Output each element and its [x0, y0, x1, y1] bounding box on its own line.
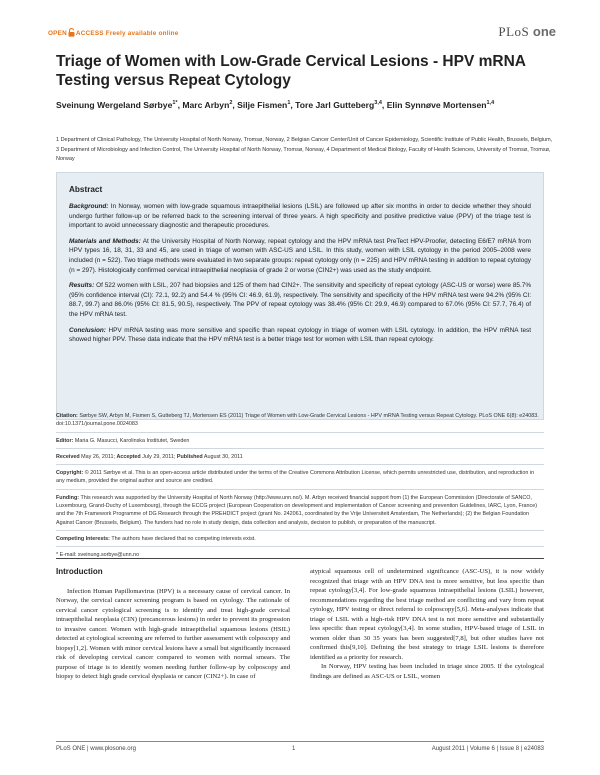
author-4: , Tore Jarl Gutteberg: [290, 99, 375, 110]
footer-divider: [56, 741, 544, 742]
abstract-methods: [69, 237, 531, 275]
citation-text[interactable]: Sørbye SW, Arbyn M, Fismen S, Gutteberg TJ, Mortensen ES (2011) Triage of Women with Low-Grade Cervical Lesions - HPV mRNA Testing versus Repeat Cytology. PLoS ONE 6(8): e24083. doi:10.1371/journal.pone.0024083: [56, 413, 539, 428]
author-1-affil: 1*: [172, 100, 178, 106]
body-column-left: [56, 567, 290, 682]
copyright-label: Copyright:: [56, 470, 84, 477]
dates-block: [56, 449, 544, 465]
abstract-conclusion: [69, 326, 531, 345]
author-1: Sveinung Wergeland Sørbye: [56, 99, 173, 110]
editor-block: [56, 433, 544, 449]
author-2-affil: 2: [229, 100, 233, 106]
logo-plos: PLoS: [498, 24, 530, 39]
author-5-affil: 1,4: [486, 100, 495, 106]
intro-divider: [56, 558, 544, 559]
abstract-background: [69, 202, 531, 231]
funding-block: [56, 490, 544, 531]
article-metadata: [56, 408, 544, 563]
author-3: , Silje Fismen: [232, 99, 288, 110]
intro-paragraph-1-cont: atypical squamous cell of undetermined significance (ASC-US), it is now widely recognized that triage with an HPV DNA test is more sensitive, but less specific than repeat cytology[3,4]. For low-grade squamous intraepithelial lesions (LSIL) however, recommendations regarding the best triage method are conflicting and vary from repeat cytology, HPV testing or direct referral to colposcopy[5,6]. Meta-analyses indicate that triage of LSIL with a high-risk HPV DNA test is not more sensitive and substantially less specific than repeat cytology[3,4]. In some studies, HPV-based triage of LSIL in women older than 30 35 years has been suggested[7,8], but other studies have not confirmed this[9,10]. Defining the best strategy to triage LSIL lesions is therefore identified as a priority for research.: [310, 568, 544, 661]
copyright-text: © 2011 Sørbye et al. This is an open-access article distributed under the terms of the Creative Commons Attribution License, which permits unrestricted use, distribution, and reproduction in any medium, provided the original author and source are credited.: [56, 470, 535, 485]
intro-paragraph-1: Infection Human Papillomavirus (HPV) is a necessary cause of cervical cancer. In Norway, the cervical cancer screening program is based on cytology. The rationale of cervical cancer cytological screening is to identify and treat high-grade cervical intraepithelial neoplasia (CIN) (precancerous lesions) in order to prevent its progression to invasive cancer. Women with high-grade intraepithelial squamous lesions (HSIL) detected at cytological screening are referred to further assessment with colposcopy and biopsy[1,2]. Women with minor cervical lesions have a small but significantly increased risk of developing cervical cancer compared to women with normal smears. The purpose of triage is to identify women needing further follow-up by colposcopy and biopsy to detect high grade cervical dysplasia or cancer (CIN2+). In case of: [56, 587, 290, 680]
conclusion-lead: Conclusion:: [69, 326, 106, 334]
abstract-box: [56, 172, 544, 420]
author-3-affil: 1: [287, 100, 291, 106]
footer-page-number: 1: [292, 746, 296, 752]
funding-label: Funding:: [56, 494, 80, 501]
accepted-date: July 29, 2011;: [140, 453, 177, 460]
results-text: Of 522 women with LSIL, 207 had biopsies and 125 of them had CIN2+. The sensitivity and specificity of repeat cytology (ASC-US or worse) were 85.7% (95% confidence interval (CI): 72.1, 92.2) and 54.4 % (95% CI: 46.9, 61.9), respectively. The sensitivity and specificity of the HPV mRNA test were 94.2% (95% CI: 88.7, 99.7) and 86.0% (95% CI: 81.5, 90.5), respectively. The PPV of repeat cytology was 38.4% (95% CI: 29.9, 46.9) compared to 67.0% (95% CI: 57.7, 76.4) of the HPV mRNA test.: [69, 282, 531, 318]
editor-text: Maria G. Masucci, Karolinska Institutet, Sweden: [73, 437, 190, 444]
competing-text: The authors have declared that no competing interests exist.: [109, 535, 256, 542]
competing-label: Competing Interests:: [56, 535, 110, 542]
methods-text: At the University Hospital of North Norway, repeat cytology and the HPV mRNA test PreTect HPV-Proofer, detecting E6/E7 mRNA from HPV types 16, 18, 31, 33 and 45, are used in triage of women with ASC-US and LSIL. In this study, women with LSIL cytology in the period 2005–2008 were included (n = 522). Two triage methods were evaluated in two separate groups: repeat cytology only (n = 225) and HPV mRNA testing in addition to repeat cytology (n = 297). Histologically confirmed cervical intraepithelial neoplasia of grade 2 or worse (CIN2+) was used as the study endpoint.: [69, 237, 532, 274]
journal-header: [48, 26, 556, 42]
article-title: Triage of Women with Low-Grade Cervical Lesions - HPV mRNA Testing versus Repeat Cytology: [56, 53, 526, 89]
received-label: Received: [56, 453, 80, 460]
published-label: Published: [176, 453, 203, 460]
footer-journal[interactable]: PLoS ONE | www.plosone.org: [56, 746, 136, 752]
author-2: , Marc Arbyn: [177, 99, 230, 110]
abstract-results: [69, 281, 531, 319]
published-date: August 30, 2011: [202, 453, 243, 460]
intro-paragraph-2: In Norway, HPV testing has been included in triage since 2005. If the cytological findings are defined as ASC-US or LSIL, women: [310, 663, 544, 680]
conclusion-text: HPV mRNA testing was more sensitive and specific than repeat cytology in triage of women with LSIL cytology. In addition, the HPV mRNA test showed higher PPV. These data indicate that the HPV mRNA test is a better triage test for women with LSIL than repeat cytology.: [69, 326, 531, 344]
competing-block: [56, 531, 544, 547]
background-text: In Norway, women with low-grade squamous intraepithelial lesions (LSIL) are followed up after six months in order to decide whether they should undergo further follow-up or be referred back to the screening interval of three years. A high specificity and positive predictive value (PPV) of the triage test is important to avoid unnecessary diagnostic and therapeutic procedures.: [69, 203, 531, 230]
background-lead: Background:: [69, 203, 109, 210]
editor-label: Editor:: [56, 437, 74, 444]
access-label: ACCESS Freely available online: [75, 30, 179, 38]
methods-lead: Materials and Methods:: [69, 237, 141, 245]
affiliations: 1 Department of Clinical Pathology, The University Hospital of North Norway, Tromsø, Norway, 2 Belgian Cancer Center/Unit of Cancer Epidemiology, Scientific Institute of Public Health, Brussels, Belgium, 3 Department of Microbiology and Infection Control, The University Hospital of North Norway, Tromsø, Norway, 4 Department of Medical Biology, Faculty of Health Sciences, University of Tromsø, Tromsø, Norway: [56, 137, 553, 162]
corresponding-email[interactable]: * E-mail: sveinung.sorbye@unn.no: [56, 552, 140, 559]
author-4-affil: 3,4: [374, 100, 382, 106]
logo-one: one: [532, 24, 556, 39]
open-access-lock-icon: [68, 28, 75, 39]
results-lead: Results:: [69, 282, 95, 290]
citation-block: [56, 408, 544, 433]
open-access-label: [48, 28, 179, 39]
citation-label: Citation:: [56, 413, 78, 419]
author-5: , Elin Synnøve Mortensen: [381, 99, 487, 110]
funding-text: This research was supported by the University Hospital of North Norway (http://www.unn.no/). M. Arbyn received financial support from (1) the European Commission (Directorate of SANCO, Luxembourg, Grand-Duchy of Luxembourg), through the ECCG project (European Cooperation on development and implementation of Cancer screening and prevention Guidelines, IARC, Lyon, France) and the 7th Framework Programme of DG Research through the PREHDICT project (grant No. 242061, coordinated by the Vrije Universiteit Amsterdam, The Netherlands); (2) the Belgian Foundation Against Cancer (Brussels, Belgium). The funders had no role in study design, data collection and analysis, decision to publish, or preparation of the manuscript.: [56, 494, 538, 526]
copyright-block: [56, 465, 544, 490]
abstract-heading: Abstract: [69, 185, 103, 194]
accepted-label: Accepted: [116, 453, 141, 460]
journal-logo: [498, 24, 556, 40]
body-column-right: [310, 567, 544, 681]
received-date: May 26, 2011;: [79, 453, 117, 460]
intro-heading: Introduction: [56, 567, 103, 576]
open-label: OPEN: [48, 30, 67, 38]
author-list: [56, 97, 556, 111]
footer-issue: August 2011 | Volume 6 | Issue 8 | e24083: [431, 746, 544, 752]
email-block: [56, 547, 544, 562]
